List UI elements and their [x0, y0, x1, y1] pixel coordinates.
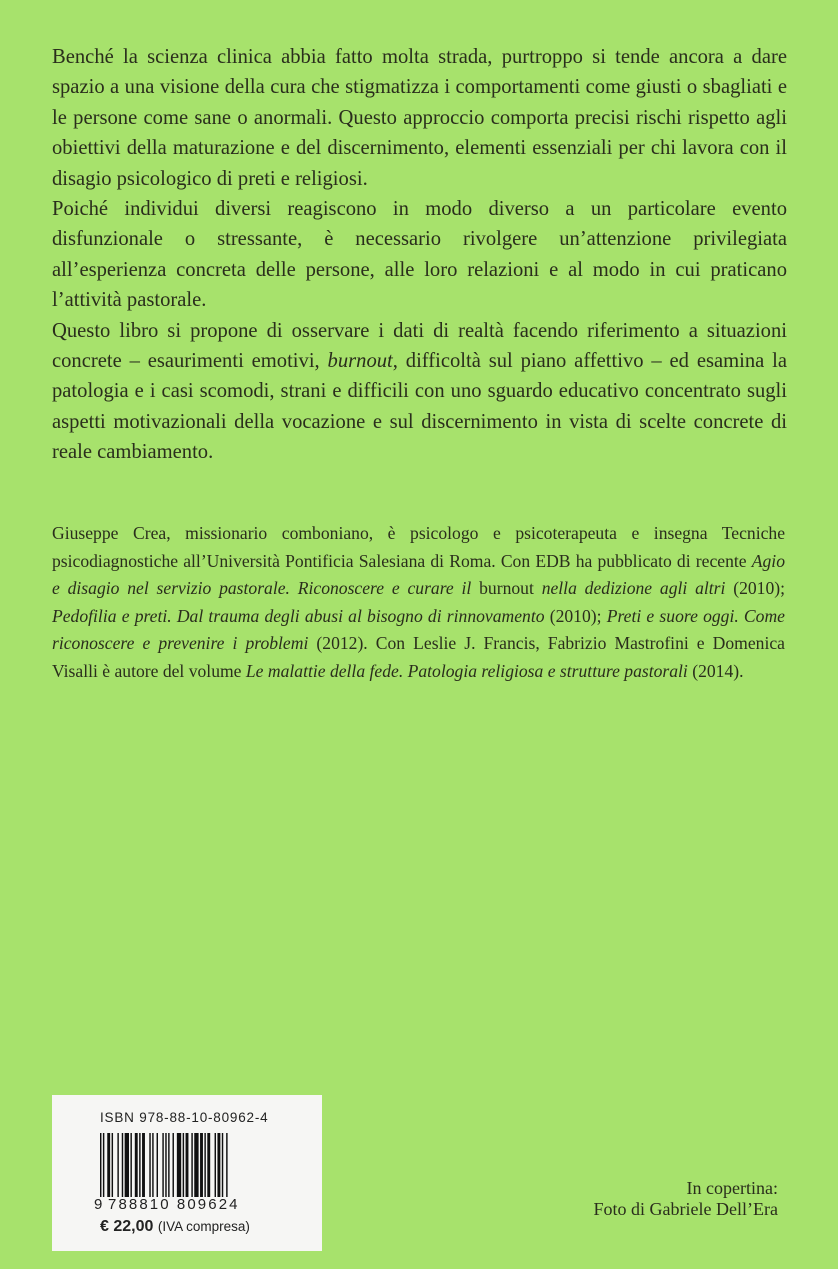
blurb-p3-text-end: , difficoltà sul piano affettivo – ed esamina la patologia e i casi scomodi, strani e difficili con uno sguardo educativo concentrato sugli aspetti motivazionali della vocazione e sul discernimento in vista di scelte concrete di reale cambiamento. — [52, 350, 788, 464]
barcode-bar — [112, 1133, 113, 1197]
barcode-bar — [130, 1133, 131, 1197]
isbn-label: ISBN 978-88-10-80962-4 — [100, 1110, 269, 1125]
bio-text-2: burnout — [471, 578, 542, 599]
blurb-p3-text: Questo libro si propone di osservare i dati di realtà facendo riferimento a situazioni concrete – esaurimenti emotivi, — [52, 319, 787, 373]
barcode-bar — [207, 1133, 210, 1197]
barcode-bar — [157, 1133, 158, 1197]
blurb-p3-emphasis: burnout — [327, 350, 393, 373]
cover-credits — [594, 1178, 778, 1220]
bio-book-title-2: Pedofilia e preti. Dal trauma degli abusi al bisogno di rinnovamento — [52, 605, 545, 626]
price-value: € 22,00 — [100, 1218, 154, 1235]
barcode-bar — [177, 1133, 181, 1197]
barcode-bar — [165, 1133, 166, 1197]
barcode-bar — [217, 1133, 220, 1197]
bio-text-1: Giuseppe Crea, missionario comboniano, è psicologo e psicoterapeuta e insegna Tecniche psicodiagnostiche all’Università Pontificia Salesiana di Roma. Con EDB ha pubblicato di recente — [52, 523, 785, 571]
barcode-bar — [173, 1133, 174, 1197]
barcode-bar — [135, 1133, 138, 1197]
barcode-first-digit: 9 — [94, 1196, 103, 1213]
bio-book-title-1: Agio e disagio nel servizio pastorale. Riconoscere e curare il — [52, 550, 785, 599]
barcode-bar — [191, 1133, 192, 1197]
barcode-bar — [200, 1133, 203, 1197]
barcode-bar — [100, 1133, 101, 1197]
bio-book-title-4: Le malattie della fede. Patologia religiosa e strutture pastorali — [245, 660, 688, 681]
price-label — [100, 1218, 250, 1236]
cover-credit-heading: In copertina: — [686, 1178, 778, 1198]
barcode-bar — [117, 1133, 118, 1197]
barcode-bar — [186, 1133, 189, 1197]
barcode-icon — [100, 1133, 274, 1197]
barcode-digits: 788810 809624 — [108, 1196, 240, 1213]
blurb-paragraph-2: Poiché individui diversi reagiscono in modo diverso a un particolare evento disfunzionale o stressante, è necessario rivolgere un’attenzione privilegiata all’esperienza concreta delle persone, alle loro relazioni e al modo in cui praticano l’attività pastorale. — [52, 198, 787, 312]
blurb-paragraph-1: Benché la scienza clinica abbia fatto molta strada, purtroppo si tende ancora a dare spazio a una visione della cura che stigmatizza i comportamenti come giusti o sbagliati e le persone come sane o anormali. Questo approccio comporta precisi rischi rispetto agli obiettivi della maturazione e del discernimento, elementi essenziali per chi lavora con il disagio psicologico di preti e religiosi. — [52, 46, 787, 190]
vat-note: (IVA compresa) — [157, 1219, 250, 1234]
barcode-bar — [149, 1133, 150, 1197]
barcode-bar — [215, 1133, 216, 1197]
bio-text-3: (2010); — [725, 578, 786, 599]
barcode-bar — [139, 1133, 140, 1197]
bio-text-6: (2014). — [687, 660, 744, 681]
bio-text-4: (2010); — [544, 605, 607, 626]
barcode-bar — [194, 1133, 198, 1197]
barcode-bar — [162, 1133, 163, 1197]
barcode-bar — [142, 1133, 145, 1197]
bio-book-title-1b: nella dedizione agli altri — [541, 578, 726, 599]
bio-book-title-3: Preti e suore oggi. Come riconoscere e prevenire i problemi — [52, 605, 785, 654]
barcode-bar — [103, 1133, 104, 1197]
barcode-bar — [107, 1133, 110, 1197]
barcode-bar — [152, 1133, 153, 1197]
barcode-bar — [168, 1133, 169, 1197]
barcode-bar — [183, 1133, 184, 1197]
barcode-bar — [204, 1133, 205, 1197]
barcode-bar — [122, 1133, 123, 1197]
barcode-box — [52, 1095, 322, 1251]
author-bio — [52, 520, 785, 686]
back-cover-blurb — [52, 42, 787, 468]
bio-text-5: (2012). Con Leslie J. Francis, Fabrizio Mastrofini e Domenica Visalli è autore del volume — [52, 633, 785, 681]
author-bio-paragraph — [52, 520, 785, 686]
barcode-bar — [125, 1133, 129, 1197]
blurb-paragraph-3 — [52, 316, 787, 468]
barcode-bar — [222, 1133, 223, 1197]
cover-photo-credit: Foto di Gabriele Dell’Era — [593, 1199, 778, 1219]
barcode-bar — [226, 1133, 227, 1197]
